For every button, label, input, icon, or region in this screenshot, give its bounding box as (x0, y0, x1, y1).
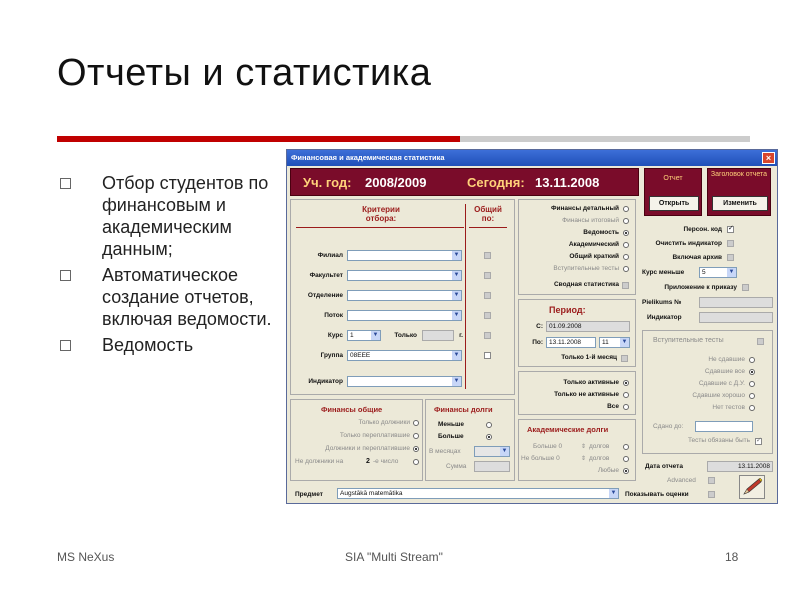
bullet-item (60, 172, 280, 260)
entrance-check[interactable] (757, 338, 764, 345)
bullet-text: Отбор студентов по финансовым и академическим данным; (102, 173, 269, 259)
indicator-label: Индикатор (308, 378, 343, 385)
entrance-radio-0[interactable] (749, 357, 755, 363)
acad-debt-radio-1[interactable] (623, 456, 629, 462)
show-grades-check[interactable] (708, 491, 715, 498)
header-box (707, 168, 771, 216)
report-type-1: Финансы итоговый (562, 217, 619, 224)
fin-common-radio-2[interactable] (413, 446, 419, 452)
acad-debt-row0-spin[interactable]: ⇕ (581, 444, 587, 450)
entrance-group (642, 330, 773, 454)
report-type-2: Ведомость (583, 229, 619, 236)
report-date-label: Дата отчета (645, 463, 683, 470)
chevron-down-icon[interactable]: ▼ (501, 448, 508, 454)
report-date-value: 13.11.2008 (737, 463, 770, 470)
activity-0: Только активные (563, 379, 619, 386)
department-common-check[interactable] (484, 292, 491, 299)
entrance-radio-4[interactable] (749, 405, 755, 411)
entrance-required-check[interactable] (755, 438, 762, 445)
title-rule-grey (460, 136, 750, 142)
one-month-check[interactable] (621, 355, 628, 362)
window-title: Финансовая и академическая статистика (291, 153, 445, 162)
bullet-square-icon (60, 340, 71, 351)
chevron-down-icon[interactable]: ▼ (728, 269, 735, 275)
department-combo[interactable] (347, 290, 462, 301)
period-to-label: По: (532, 339, 543, 346)
summary-stat-label: Сводная статистика (553, 281, 619, 288)
pencil-icon (740, 476, 764, 498)
bullet-square-icon (60, 270, 71, 281)
chevron-down-icon[interactable]: ▼ (453, 352, 460, 358)
fin-debt-title: Финансы долги (434, 405, 493, 414)
period-month-combo[interactable] (599, 337, 630, 348)
activity-radio-0[interactable] (623, 380, 629, 386)
entrance-4: Нет тестов (712, 404, 745, 411)
faculty-combo[interactable] (347, 270, 462, 281)
acad-debt-row1-spin[interactable]: ⇕ (581, 456, 587, 462)
report-date-field[interactable] (707, 461, 773, 472)
footer-page-number: 18 (725, 550, 739, 564)
course-combo[interactable] (347, 330, 381, 341)
entrance-0: Не сдавшие (708, 356, 745, 363)
report-type-3: Академический (568, 241, 619, 248)
course-common-check[interactable] (484, 332, 491, 339)
footer-left: MS NeXus (57, 550, 115, 564)
year-suffix: г. (459, 332, 463, 339)
subject-label: Предмет (295, 491, 323, 498)
acad-debt-radio-any[interactable] (623, 468, 629, 474)
fin-debt-radio-less[interactable] (486, 422, 492, 428)
report-label: Отчет (663, 175, 683, 182)
activity-1: Только не активные (554, 391, 619, 398)
period-from-value: 01.09.2008 (549, 323, 582, 330)
window-titlebar (287, 150, 777, 166)
filial-common-check[interactable] (484, 252, 491, 259)
subject-combo[interactable] (337, 488, 619, 499)
criteria-group (290, 199, 515, 395)
include-archive-label: Включая архив (672, 254, 722, 261)
bullet-text: Автоматическое создание отчетов, включая ведомости. (102, 265, 272, 329)
course-less-label: Курс меньше (642, 269, 685, 276)
acad-debt-title: Академические долги (527, 425, 609, 434)
fin-debt-months-combo[interactable] (474, 446, 510, 457)
order-appendix-label: Приложение к приказу (664, 284, 737, 291)
fin-common-radio-0[interactable] (413, 420, 419, 426)
course-label: Курс (327, 332, 343, 339)
pielikums-field[interactable] (699, 297, 773, 308)
options-indicator-label: Индикатор (647, 314, 682, 321)
entrance-1: Сдавшие все (704, 368, 745, 375)
stream-common-check[interactable] (484, 312, 491, 319)
fin-common-3: Не должники на (295, 458, 344, 465)
fin-common-day: 2 (366, 458, 370, 465)
period-from-label: С: (536, 323, 543, 330)
chevron-down-icon[interactable]: ▼ (453, 252, 460, 258)
chevron-down-icon[interactable]: ▼ (453, 292, 460, 298)
advanced-check[interactable] (708, 477, 715, 484)
indicator-combo[interactable] (347, 376, 462, 387)
bullet-item (60, 334, 280, 356)
criteria-divider (296, 227, 464, 228)
today-value: 13.11.2008 (535, 175, 600, 190)
report-type-5: Вступительные тесты (553, 265, 619, 272)
entrance-radio-1[interactable] (749, 369, 755, 375)
course-less-value: 5 (702, 269, 706, 276)
group-combo[interactable] (347, 350, 462, 361)
bullet-text: Ведомость (102, 335, 194, 355)
stream-label: Поток (324, 312, 343, 319)
advanced-label: Advanced (667, 477, 696, 484)
fin-common-1: Только переплатившие (339, 432, 410, 439)
group-common-check[interactable] (484, 352, 491, 359)
fin-common-radio-3[interactable] (413, 459, 419, 465)
edit-button[interactable]: Изменить (712, 196, 768, 211)
subject-value: Augstākā matemātika (340, 490, 403, 497)
acad-debt-row0-label: Больше 0 (533, 443, 563, 450)
period-group (518, 299, 636, 367)
personal-code-label: Персон. код (683, 226, 722, 233)
course-less-combo[interactable] (699, 267, 737, 278)
only-year-field[interactable] (422, 330, 454, 341)
open-button[interactable]: Открыть (649, 196, 699, 211)
chevron-down-icon[interactable]: ▼ (372, 332, 379, 338)
filial-combo[interactable] (347, 250, 462, 261)
one-month-label: Только 1-й месяц (561, 354, 617, 361)
chevron-down-icon[interactable]: ▼ (621, 339, 628, 345)
fin-common-0: Только должники (358, 419, 410, 426)
report-box (644, 168, 702, 216)
clear-indicator-check[interactable] (727, 240, 734, 247)
fin-debt-less: Меньше (438, 421, 464, 428)
bullet-square-icon (60, 178, 71, 189)
group-label: Группа (320, 352, 343, 359)
chevron-down-icon[interactable]: ▼ (453, 312, 460, 318)
entrance-2: Сдавшие с Д.У. (698, 380, 745, 387)
fin-debt-sum-label: Сумма (446, 463, 467, 470)
filial-label: Филиал (317, 252, 343, 259)
entrance-radio-2[interactable] (749, 381, 755, 387)
report-type-radio-4[interactable] (623, 254, 629, 260)
acad-debt-row0-suffix: долгов (589, 443, 610, 450)
show-grades-label: Показывать оценки (625, 491, 689, 498)
close-button[interactable]: × (762, 152, 775, 164)
bullet-list (60, 172, 280, 360)
fin-debt-sum-field[interactable] (474, 461, 510, 472)
chevron-down-icon[interactable]: ▼ (453, 272, 460, 278)
only-label: Только (394, 332, 417, 339)
check-mark-icon: ✓ (728, 225, 734, 232)
pencil-button[interactable] (739, 475, 765, 499)
fin-common-title: Финансы общие (321, 405, 383, 414)
stream-combo[interactable] (347, 310, 462, 321)
report-type-radio-3[interactable] (623, 242, 629, 248)
personal-code-check[interactable] (727, 226, 734, 233)
chevron-down-icon[interactable]: ▼ (453, 378, 460, 384)
options-indicator-field[interactable] (699, 312, 773, 323)
fin-common-radio-1[interactable] (413, 433, 419, 439)
activity-group (518, 371, 636, 415)
activity-radio-1[interactable] (623, 392, 629, 398)
year-label: Уч. год: (303, 175, 352, 190)
chevron-down-icon[interactable]: ▼ (610, 490, 617, 496)
acad-debt-any: Любые (597, 467, 619, 474)
check-mark-icon: ✓ (756, 437, 762, 444)
fin-debt-more: Больше (438, 433, 464, 440)
bullet-item (60, 264, 280, 330)
clear-indicator-label: Очистить индикатор (655, 240, 722, 247)
footer-center: SIA "Multi Stream" (345, 550, 443, 564)
activity-radio-2[interactable] (623, 404, 629, 410)
fin-common-2: Должники и переплатившие (325, 445, 410, 452)
today-label: Сегодня: (467, 175, 525, 190)
year-value: 2008/2009 (365, 175, 427, 190)
period-to-field[interactable] (546, 337, 596, 348)
entrance-required-label: Тесты обязаны быть (687, 437, 750, 444)
include-archive-check[interactable] (727, 254, 734, 261)
common-divider (469, 227, 507, 228)
entrance-passed-label: Сдано до: (653, 423, 684, 430)
fin-common-day-suffix: -е число (373, 458, 399, 465)
period-from-field[interactable] (546, 321, 630, 332)
fin-debt-radio-more[interactable] (486, 434, 492, 440)
faculty-common-check[interactable] (484, 272, 491, 279)
department-label: Отделение (307, 292, 343, 299)
period-to-value: 13.11.2008 (549, 339, 582, 346)
group-value: 08EEE (350, 352, 371, 359)
report-type-radio-0[interactable] (623, 206, 629, 212)
criteria-header: Критерии отбора: (362, 205, 400, 223)
entrance-3: Сдавшие хорошо (692, 392, 745, 399)
report-type-radio-5[interactable] (623, 266, 629, 272)
common-header: Общий по: (474, 205, 502, 223)
summary-stat-check[interactable] (622, 282, 629, 289)
acad-debt-row1-suffix: долгов (589, 455, 610, 462)
faculty-label: Факультет (309, 272, 343, 279)
report-type-group (518, 199, 636, 295)
period-title: Период: (549, 305, 586, 315)
acad-debt-row1-label: Не больше 0 (521, 455, 560, 462)
acad-debt-radio-0[interactable] (623, 444, 629, 450)
entrance-radio-3[interactable] (749, 393, 755, 399)
report-type-0: Финансы детальный (550, 205, 619, 212)
report-type-radio-2[interactable] (623, 230, 629, 236)
vertical-divider (465, 204, 466, 389)
pielikums-label: Pielikums № (642, 299, 682, 306)
report-type-4: Общий краткий (569, 253, 619, 260)
title-rule-red (57, 136, 460, 142)
header-label: Заголовок отчета (710, 171, 768, 178)
entrance-passed-field[interactable] (695, 421, 753, 432)
course-value: 1 (350, 332, 354, 339)
fin-debt-group (425, 399, 515, 481)
order-appendix-check[interactable] (742, 284, 749, 291)
acad-debt-group (518, 419, 636, 481)
report-type-radio-1[interactable] (623, 218, 629, 224)
slide-title: Отчеты и статистика (57, 52, 432, 94)
stats-window (286, 149, 778, 504)
activity-2: Все (607, 403, 619, 410)
entrance-title: Вступительные тесты (653, 337, 724, 344)
year-banner (290, 168, 639, 196)
fin-common-group (290, 399, 423, 481)
period-month-value: 11 (602, 339, 609, 346)
fin-debt-months-label: В месяцах (429, 448, 461, 455)
